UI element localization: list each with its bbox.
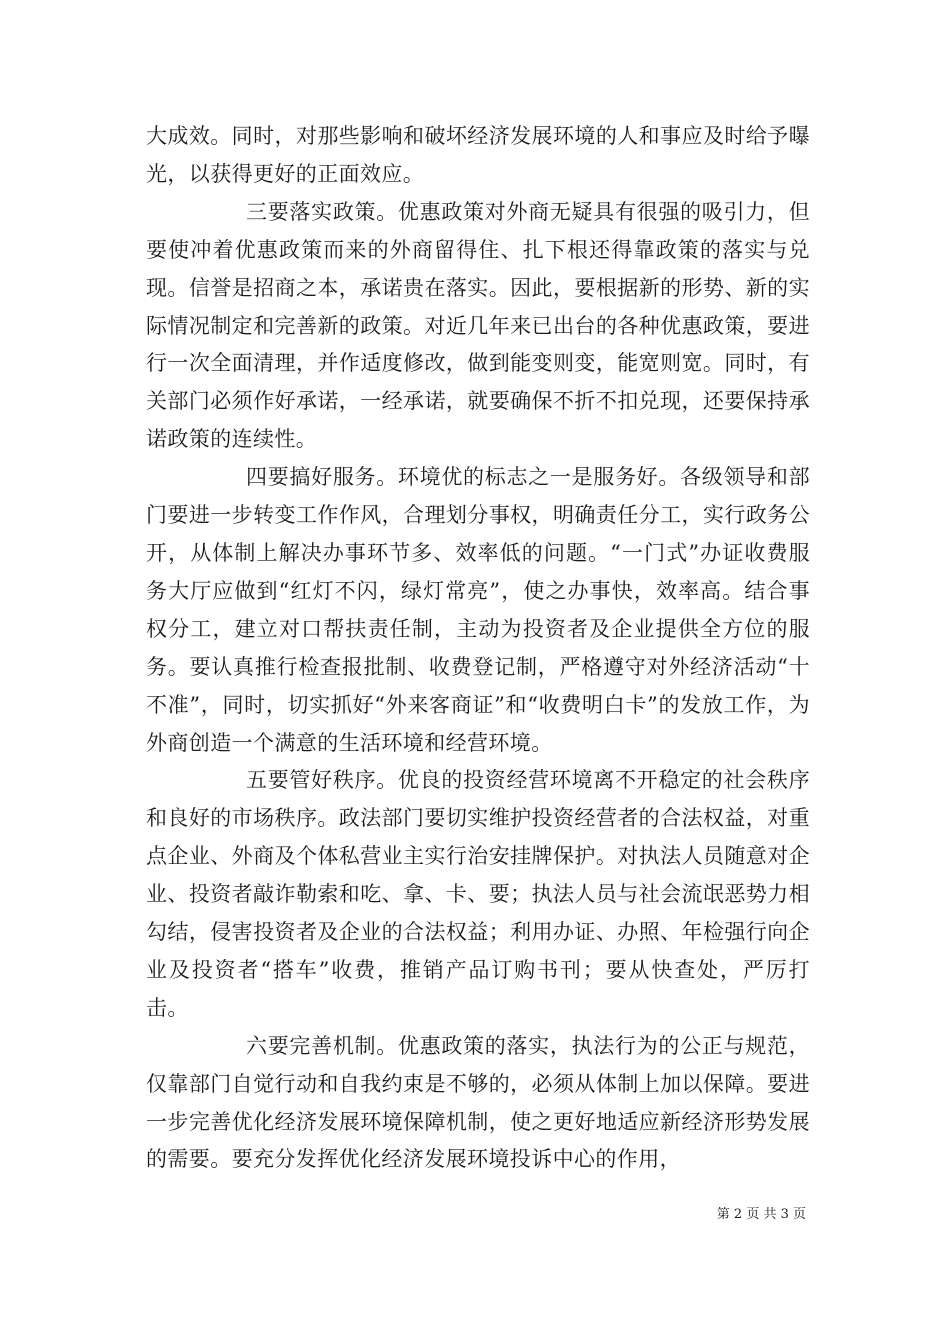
document-body	[146, 118, 810, 1179]
page-number-footer: 第 2 页 共 3 页	[716, 1207, 806, 1222]
paragraph-implement-policy: 三要落实政策。优惠政策对外商无疑具有很强的吸引力，但要使冲着优惠政策而来的外商留得住、扎下根还得靠政策的落实与兑现。信誉是招商之本，承诺贵在落实。因此，要根据新的形势、新的实际情况制定和完善新的政策。对近几年来已出台的各种优惠政策，要进行一次全面清理，并作适度修改，做到能变则变，能宽则宽。同时，有关部门必须作好承诺，一经承诺，就要确保不折不扣兑现，还要保持承诺政策的连续性。	[146, 199, 810, 452]
paragraph-manage-order: 五要管好秩序。优良的投资经营环境离不开稳定的社会秩序和良好的市场秩序。政法部门要切实维护投资经营者的合法权益，对重点企业、外商及个体私营业主实行治安挂牌保护。对执法人员随意对企业、投资者敲诈勒索和吃、拿、卡、要；执法人员与社会流氓恶势力相勾结，侵害投资者及企业的合法权益；利用办证、办照、年检强行向企业及投资者“搭车”收费，推销产品订购书刊；要从快查处，严厉打击。	[146, 768, 810, 1020]
paragraph-improve-service: 四要搞好服务。环境优的标志之一是服务好。各级领导和部门要进一步转变工作作风，合理划分事权，明确责任分工，实行政务公开，从体制上解决办事环节多、效率低的问题。“一门式”办证收费服务大厅应做到“红灯不闪，绿灯常亮”，使之办事快，效率高。结合事权分工，建立对口帮扶责任制，主动为投资者及企业提供全方位的服务。要认真推行检查报批制、收费登记制，严格遵守对外经济活动“十不准”，同时，切实抓好“外来客商证”和“收费明白卡”的发放工作，为外商创造一个满意的生活环境和经营环境。	[146, 465, 810, 755]
paragraph-improve-mechanism: 六要完善机制。优惠政策的落实，执法行为的公正与规范，仅靠部门自觉行动和自我约束是不够的，必须从体制上加以保障。要进一步完善优化经济发展环境保障机制，使之更好地适应新经济形势发展的需要。要充分发挥优化经济发展环境投诉中心的作用，	[146, 1033, 810, 1172]
paragraph-continuation: 大成效。同时，对那些影响和破坏经济发展环境的人和事应及时给予曝光，以获得更好的正面效应。	[146, 124, 810, 186]
